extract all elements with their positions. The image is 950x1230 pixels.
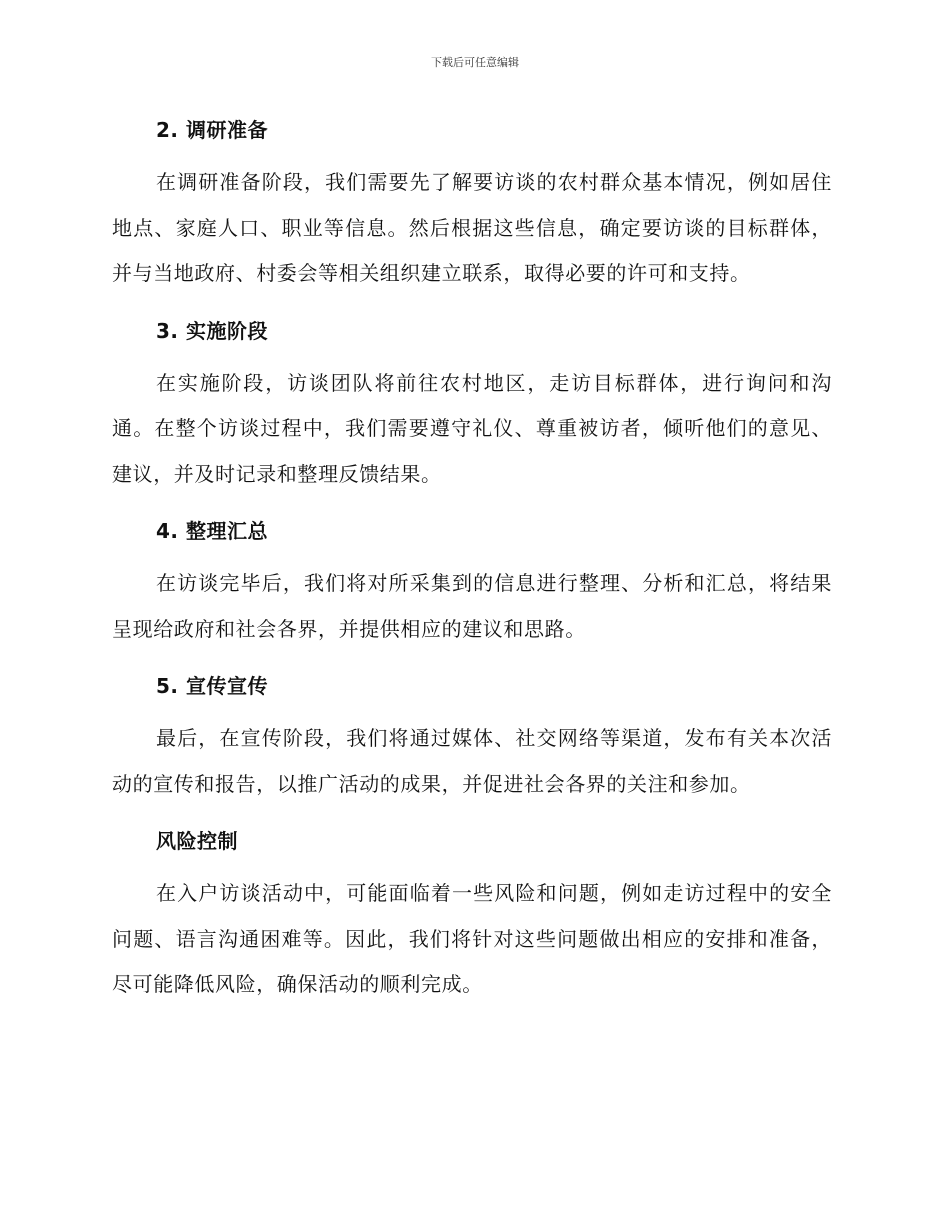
- document-body: [112, 112, 832, 1024]
- section-paragraph: 在访谈完毕后，我们将对所采集到的信息进行整理、分析和汇总，将结果呈现给政府和社会各界，并提供相应的建议和思路。: [112, 571, 832, 641]
- section-heading: 2. 调研准备: [156, 118, 268, 142]
- section-risk-control: [112, 823, 832, 1008]
- section-heading: 风险控制: [156, 829, 238, 853]
- section-research-prep: [112, 112, 832, 297]
- section-paragraph: 在调研准备阶段，我们需要先了解要访谈的农村群众基本情况，例如居住地点、家庭人口、职业等信息。然后根据这些信息，确定要访谈的目标群体，并与当地政府、村委会等相关组织建立联系，取得必要的许可和支持。: [112, 170, 832, 285]
- section-summary: [112, 513, 832, 652]
- section-heading: 3. 实施阶段: [156, 318, 268, 343]
- section-paragraph: 在实施阶段，访谈团队将前往农村地区，走访目标群体，进行询问和沟通。在整个访谈过程中，我们需要遵守礼仪、尊重被访者，倾听他们的意见、建议，并及时记录和整理反馈结果。: [112, 370, 832, 486]
- section-heading: 4. 整理汇总: [156, 519, 268, 543]
- section-paragraph: 在入户访谈活动中，可能面临着一些风险和问题，例如走访过程中的安全问题、语言沟通困难等。因此，我们将针对这些问题做出相应的安排和准备，尽可能降低风险，确保活动的顺利完成。: [112, 881, 832, 996]
- section-paragraph: 最后，在宣传阶段，我们将通过媒体、社交网络等渠道，发布有关本次活动的宣传和报告，以推广活动的成果，并促进社会各界的关注和参加。: [112, 726, 832, 796]
- section-publicity: [112, 668, 832, 807]
- section-heading: 5. 宣传宣传: [156, 674, 268, 698]
- page-header: 下载后可任意编辑: [431, 56, 519, 69]
- section-implementation: [112, 313, 832, 498]
